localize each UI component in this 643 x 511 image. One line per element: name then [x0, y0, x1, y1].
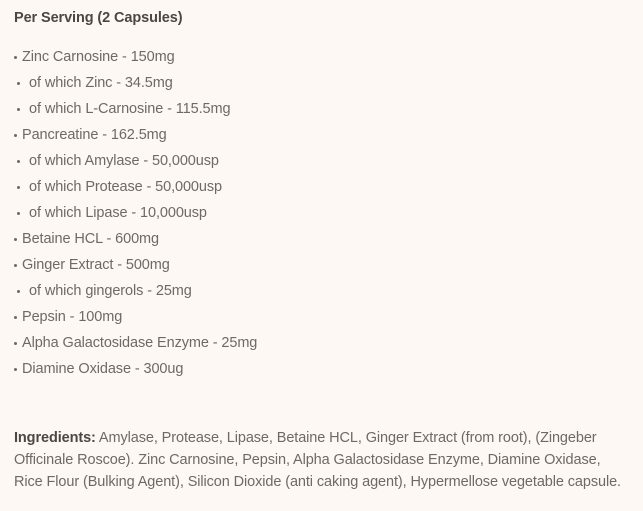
serving-item-text: Pepsin - 100mg: [22, 309, 123, 325]
serving-list-item: [14, 44, 629, 70]
bullet-icon: [14, 342, 17, 345]
serving-list-item: [14, 200, 629, 226]
ingredients-paragraph: [14, 427, 629, 493]
serving-list-item: [14, 304, 629, 330]
serving-list-item: [14, 148, 629, 174]
bullet-icon: [14, 238, 17, 241]
serving-item-text: Diamine Oxidase - 300ug: [22, 361, 184, 377]
serving-item-text: of which Lipase - 10,000usp: [29, 205, 207, 221]
serving-list-item: [14, 226, 629, 252]
serving-item-text: of which gingerols - 25mg: [29, 283, 192, 299]
serving-list-item: [14, 278, 629, 304]
bullet-icon: [17, 186, 20, 189]
serving-list-item: [14, 174, 629, 200]
serving-list-item: [14, 96, 629, 122]
bullet-icon: [14, 368, 17, 371]
per-serving-list: [14, 44, 629, 382]
bullet-icon: [17, 212, 20, 215]
per-serving-title: Per Serving (2 Capsules): [14, 10, 183, 26]
bullet-icon: [14, 56, 17, 59]
ingredients-label: Ingredients:: [14, 430, 96, 446]
serving-item-text: of which Zinc - 34.5mg: [29, 75, 173, 91]
serving-item-text: Pancreatine - 162.5mg: [22, 127, 167, 143]
serving-list-item: [14, 70, 629, 96]
bullet-icon: [14, 316, 17, 319]
serving-item-text: of which Amylase - 50,000usp: [29, 153, 219, 169]
serving-item-text: of which L-Carnosine - 115.5mg: [29, 101, 231, 117]
serving-item-text: Alpha Galactosidase Enzyme - 25mg: [22, 335, 258, 351]
bullet-icon: [17, 82, 20, 85]
bullet-icon: [17, 160, 20, 163]
serving-list-item: [14, 122, 629, 148]
bullet-icon: [17, 108, 20, 111]
ingredients-text: Amylase, Protease, Lipase, Betaine HCL, Ginger Extract (from root), (Zingeber Officinale Roscoe). Zinc Carnosine, Pepsin, Alpha Galactosidase Enzyme, Diamine Oxidase, Rice Flour (Bulking Agent), Silicon Dioxide (anti caking agent), Hypermellose vegetable capsule.: [14, 430, 621, 490]
serving-item-text: Ginger Extract - 500mg: [22, 257, 170, 273]
serving-list-item: [14, 252, 629, 278]
serving-list-item: [14, 330, 629, 356]
serving-item-text: Zinc Carnosine - 150mg: [22, 49, 175, 65]
serving-item-text: of which Protease - 50,000usp: [29, 179, 222, 195]
serving-item-text: Betaine HCL - 600mg: [22, 231, 159, 247]
serving-list-item: [14, 356, 629, 382]
bullet-icon: [14, 264, 17, 267]
bullet-icon: [14, 134, 17, 137]
bullet-icon: [17, 290, 20, 293]
